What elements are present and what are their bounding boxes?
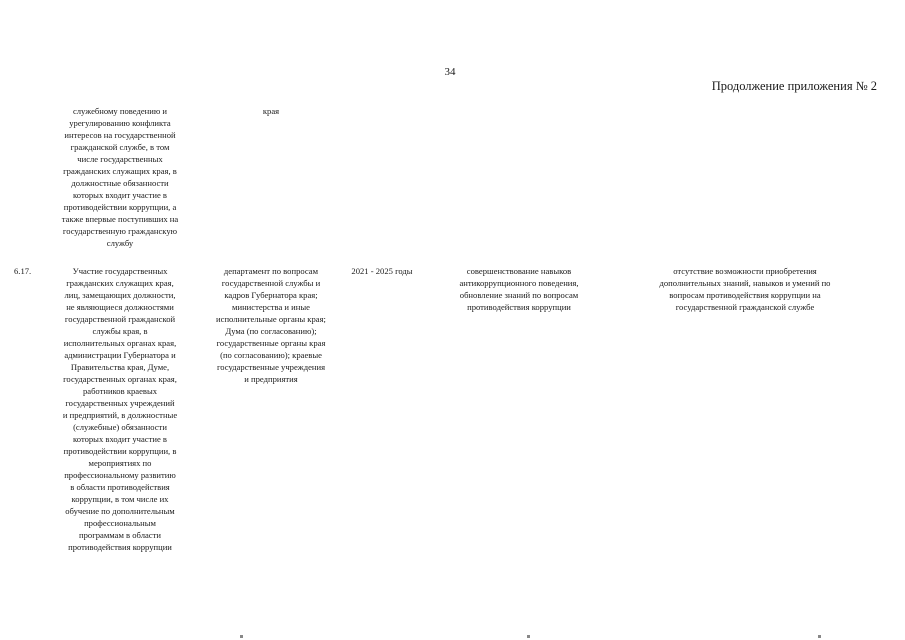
row-number: 6.17. xyxy=(14,266,32,276)
appendix-continuation: Продолжение приложения № 2 xyxy=(711,79,877,93)
page-number: 34 xyxy=(444,66,456,78)
executors: департамент по вопросам государственной службы и кадров Губернатора края; министерства и иные исполнительные органы края; Дума (по согласованию); государственные органы края (по согласованию); краевые государственные учреждения и предприятия xyxy=(216,266,326,384)
expected-result: совершенствование навыков антикоррупционного поведения, обновление знаний по вопросам противодействия коррупции xyxy=(459,266,579,312)
scan-edge-mark xyxy=(527,635,530,638)
term: 2021 - 2025 годы xyxy=(351,266,413,276)
scan-edge-mark xyxy=(818,635,821,638)
measure-name: Участие государственных гражданских служащих края, лиц, замещающих должности, не являющиеся должностями государственной гражданской службы края, в исполнительных органах края, администрации Губернатора и Правительства края, Думе, государственных органах края, работников краевых государственных учреждений и предприятий, в должностные (служебные) обязанности которых входит участие в противодействии коррупции, в мероприятиях по профессиональному развитию в области противодействия коррупции, в том числе их обучение по дополнительным профессиональным программам в области противодействия коррупции xyxy=(62,266,178,552)
measure-name: служебному поведению и урегулированию конфликта интересов на государственной гражданской службе, в том числе государственных гражданских служащих края, в должностные обязанности которых входит участие в противодействии коррупции, а также впервые поступивших на государственную гражданскую службу xyxy=(61,106,179,248)
risk: отсутствие возможности приобретения дополнительных знаний, навыков и умений по вопросам противодействия коррупции на государственной гражданской службе xyxy=(659,266,831,312)
executors: края xyxy=(262,106,280,116)
scan-edge-mark xyxy=(240,635,243,638)
